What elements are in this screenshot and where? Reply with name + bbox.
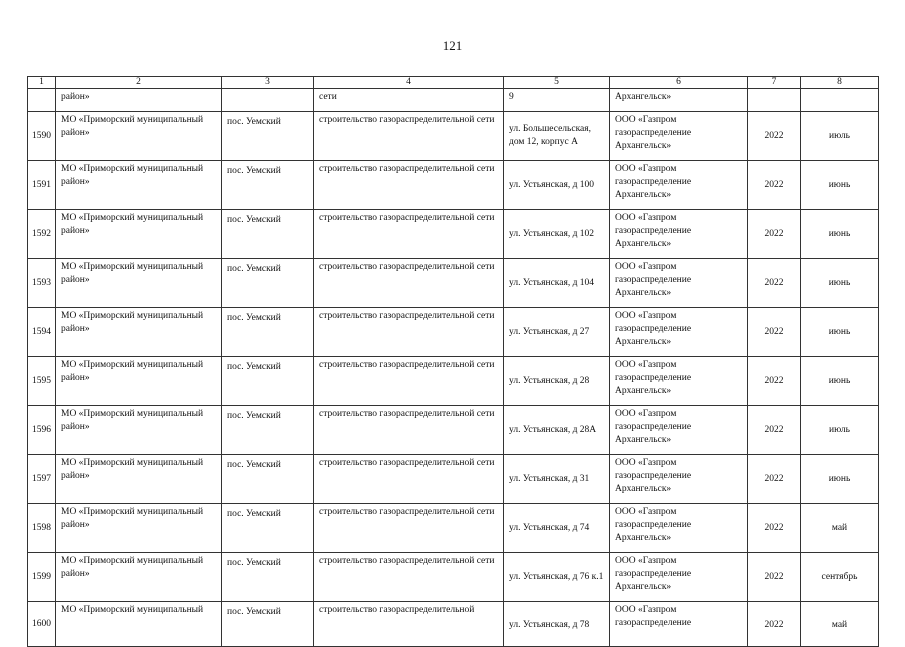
cell-month: июнь	[801, 308, 879, 357]
cell-municipality: МО «Приморский муниципальный район»	[56, 406, 222, 455]
cell-work: строительство газораспределительной	[314, 602, 504, 647]
continuation-row	[28, 89, 879, 112]
cell-empty	[748, 89, 801, 112]
column-number: 7	[748, 77, 801, 89]
cell-organization: ООО «Газпром газораспределение Архангельск»	[610, 112, 748, 161]
cell-empty	[222, 89, 314, 112]
cell-settlement: пос. Уемский	[222, 455, 314, 504]
column-number: 3	[222, 77, 314, 89]
cell-settlement: пос. Уемский	[222, 112, 314, 161]
cell-organization: ООО «Газпром газораспределение Архангельск»	[610, 455, 748, 504]
cell-settlement: пос. Уемский	[222, 357, 314, 406]
cell-number: 1592	[28, 210, 56, 259]
table-row	[28, 553, 879, 602]
cell-number: 1599	[28, 553, 56, 602]
cell-year: 2022	[748, 112, 801, 161]
cell-empty	[801, 89, 879, 112]
cell-settlement: пос. Уемский	[222, 553, 314, 602]
cell-work: строительство газораспределительной сети	[314, 406, 504, 455]
cell-year: 2022	[748, 210, 801, 259]
cell-year: 2022	[748, 504, 801, 553]
cell-settlement: пос. Уемский	[222, 210, 314, 259]
cell-month: июнь	[801, 210, 879, 259]
cell-number: 1591	[28, 161, 56, 210]
cell-street: ул. Устьянская, д 31	[504, 455, 610, 504]
cell-number: 1595	[28, 357, 56, 406]
cell-year: 2022	[748, 161, 801, 210]
cell-work: строительство газораспределительной сети	[314, 308, 504, 357]
cell-settlement: пос. Уемский	[222, 259, 314, 308]
cell-settlement: пос. Уемский	[222, 406, 314, 455]
table-row	[28, 210, 879, 259]
cell-number: 1593	[28, 259, 56, 308]
cell-street: ул. Большесельская, дом 12, корпус А	[504, 112, 610, 161]
cell-month: июнь	[801, 161, 879, 210]
cell-municipality: МО «Приморский муниципальный район»	[56, 455, 222, 504]
cell-street: ул. Устьянская, д 76 к.1	[504, 553, 610, 602]
cell-organization: ООО «Газпром газораспределение Архангельск»	[610, 504, 748, 553]
cell-month: июнь	[801, 455, 879, 504]
cell-organization: ООО «Газпром газораспределение Архангельск»	[610, 406, 748, 455]
cell-month: сентябрь	[801, 553, 879, 602]
table-body	[28, 77, 879, 647]
cell-work: сети	[314, 89, 504, 112]
cell-work: строительство газораспределительной сети	[314, 112, 504, 161]
cell-work: строительство газораспределительной сети	[314, 455, 504, 504]
cell-year: 2022	[748, 259, 801, 308]
column-number: 6	[610, 77, 748, 89]
cell-year: 2022	[748, 553, 801, 602]
column-number: 5	[504, 77, 610, 89]
cell-organization: ООО «Газпром газораспределение Архангельск»	[610, 553, 748, 602]
column-number: 1	[28, 77, 56, 89]
table-row	[28, 259, 879, 308]
objects-table	[27, 76, 879, 647]
cell-organization: ООО «Газпром газораспределение Архангельск»	[610, 308, 748, 357]
cell-year: 2022	[748, 455, 801, 504]
cell-settlement: пос. Уемский	[222, 308, 314, 357]
cell-street: ул. Устьянская, д 102	[504, 210, 610, 259]
cell-street: ул. Устьянская, д 104	[504, 259, 610, 308]
cell-number: 1590	[28, 112, 56, 161]
cell-month: май	[801, 602, 879, 647]
cell-organization: ООО «Газпром газораспределение Архангельск»	[610, 210, 748, 259]
cell-organization: ООО «Газпром газораспределение Архангельск»	[610, 357, 748, 406]
table-row	[28, 308, 879, 357]
table-row	[28, 357, 879, 406]
column-number: 8	[801, 77, 879, 89]
cell-month: июль	[801, 406, 879, 455]
cell-work: строительство газораспределительной сети	[314, 553, 504, 602]
cell-street: ул. Устьянская, д 74	[504, 504, 610, 553]
cell-street: ул. Устьянская, д 28А	[504, 406, 610, 455]
column-number-row	[28, 77, 879, 89]
cell-organization: ООО «Газпром газораспределение Архангельск»	[610, 259, 748, 308]
cell-settlement: пос. Уемский	[222, 504, 314, 553]
cell-municipality: МО «Приморский муниципальный район»	[56, 357, 222, 406]
cell-month: июнь	[801, 357, 879, 406]
cell-month: июнь	[801, 259, 879, 308]
cell-month: июль	[801, 112, 879, 161]
cell-work: строительство газораспределительной сети	[314, 161, 504, 210]
cell-year: 2022	[748, 602, 801, 647]
cell-settlement: пос. Уемский	[222, 161, 314, 210]
table-row	[28, 161, 879, 210]
cell-organization: ООО «Газпром газораспределение	[610, 602, 748, 647]
cell-street: ул. Устьянская, д 27	[504, 308, 610, 357]
table-row	[28, 504, 879, 553]
cell-organization: Архангельск»	[610, 89, 748, 112]
cell-work: строительство газораспределительной сети	[314, 210, 504, 259]
cell-municipality: МО «Приморский муниципальный район»	[56, 504, 222, 553]
cell-number: 1597	[28, 455, 56, 504]
cell-work: строительство газораспределительной сети	[314, 504, 504, 553]
cell-number: 1594	[28, 308, 56, 357]
cell-street: 9	[504, 89, 610, 112]
cell-empty	[28, 89, 56, 112]
cell-municipality: МО «Приморский муниципальный район»	[56, 308, 222, 357]
cell-municipality: МО «Приморский муниципальный район»	[56, 112, 222, 161]
cell-street: ул. Устьянская, д 100	[504, 161, 610, 210]
cell-municipality: МО «Приморский муниципальный	[56, 602, 222, 647]
cell-work: строительство газораспределительной сети	[314, 259, 504, 308]
cell-settlement: пос. Уемский	[222, 602, 314, 647]
cell-organization: ООО «Газпром газораспределение Архангельск»	[610, 161, 748, 210]
table-row	[28, 455, 879, 504]
page-number: 121	[442, 38, 463, 53]
cell-number: 1596	[28, 406, 56, 455]
cell-municipality: МО «Приморский муниципальный район»	[56, 553, 222, 602]
cell-month: май	[801, 504, 879, 553]
cell-street: ул. Устьянская, д 78	[504, 602, 610, 647]
cell-municipality: МО «Приморский муниципальный район»	[56, 259, 222, 308]
cell-number: 1598	[28, 504, 56, 553]
cell-municipality: район»	[56, 89, 222, 112]
table-row	[28, 406, 879, 455]
cell-year: 2022	[748, 406, 801, 455]
column-number: 4	[314, 77, 504, 89]
cell-number: 1600	[28, 602, 56, 647]
cell-municipality: МО «Приморский муниципальный район»	[56, 210, 222, 259]
cell-street: ул. Устьянская, д 28	[504, 357, 610, 406]
table-row	[28, 112, 879, 161]
cell-municipality: МО «Приморский муниципальный район»	[56, 161, 222, 210]
cell-year: 2022	[748, 308, 801, 357]
column-number: 2	[56, 77, 222, 89]
cell-work: строительство газораспределительной сети	[314, 357, 504, 406]
cell-year: 2022	[748, 357, 801, 406]
